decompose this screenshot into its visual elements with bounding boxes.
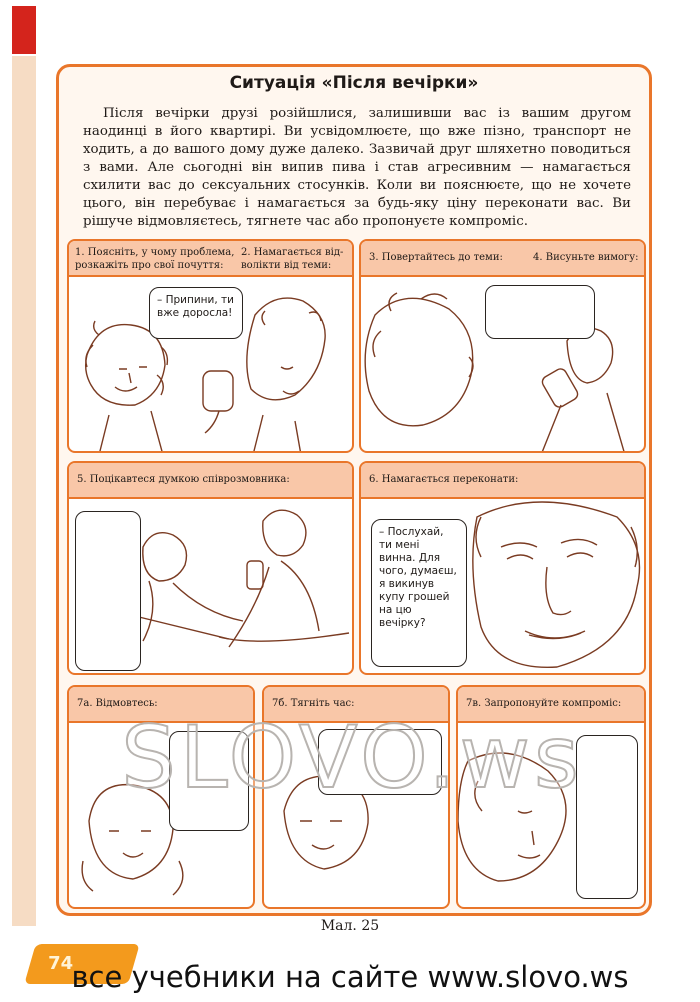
caption-step-3: 3. Повертайтесь до теми:: [369, 252, 503, 263]
caption-step-1: 1. Поясніть, у чому проблема, розкажіть про свої почуття:: [75, 247, 235, 271]
caption-step-5: 5. Поцікавтеся думкою співрозмовника:: [77, 474, 290, 485]
panel-caption: [361, 241, 644, 277]
caption-step-7v: 7в. Запропонуйте компроміс:: [466, 698, 622, 709]
speech-bubble-1: – Припини, ти вже доросла!: [149, 287, 243, 339]
caption-step-2: 2. Намагається від-волікти від теми:: [241, 247, 344, 271]
empty-speech-bubble-3-4: [485, 285, 595, 339]
panel-3-4: [359, 239, 646, 453]
panel-6: [359, 461, 646, 675]
panel-5: [67, 461, 354, 675]
empty-speech-bubble-5: [75, 511, 141, 671]
speech-bubble-6: – Послухай, ти мені винна. Для чого, думаєш, я викинув купу грошей на цю вечірку?: [371, 519, 467, 667]
watermark: SLOVO.ws: [121, 708, 583, 808]
caption-step-7b: 7б. Тягніть час:: [272, 698, 355, 709]
caption-step-6: 6. Намагається переконати:: [369, 474, 519, 485]
page-title: Ситуація «Після вечірки»: [229, 73, 479, 93]
figure-caption: Мал. 25: [320, 918, 380, 934]
panel-caption: [69, 463, 352, 499]
story-text: Після вечірки друзі розійшлися, залишивши вас із вашим другом наодинці в його квартирі. Ви усвідомлюєте, що вже пізно, транспорт не ходить, а до вашого дому дуже далеко. Зазвичай друг шляхетно поводиться з вами. Але сьогодні він випив пива і став агресивним — намагається схилити вас до сексуальних стосунків. Коли ви пояснюєте, що не хочете цього, він перебуває і намагається за будь-яку ціну переконати вас. Ви рішуче відмовляєтесь, тягнете час або пропонуєте компроміс.: [83, 106, 631, 229]
side-strip: [12, 56, 36, 926]
panel-caption: [361, 463, 644, 499]
caption-step-7a: 7а. Відмовтесь:: [77, 698, 158, 709]
panel-1-2: [67, 239, 354, 453]
caption-step-4: 4. Висуньте вимогу:: [533, 252, 639, 263]
page-number: 74: [48, 953, 74, 974]
corner-tab: [12, 6, 36, 54]
footer-link-text[interactable]: все учебники на сайте www.slovo.ws: [71, 960, 629, 994]
panel-caption: [69, 241, 352, 277]
